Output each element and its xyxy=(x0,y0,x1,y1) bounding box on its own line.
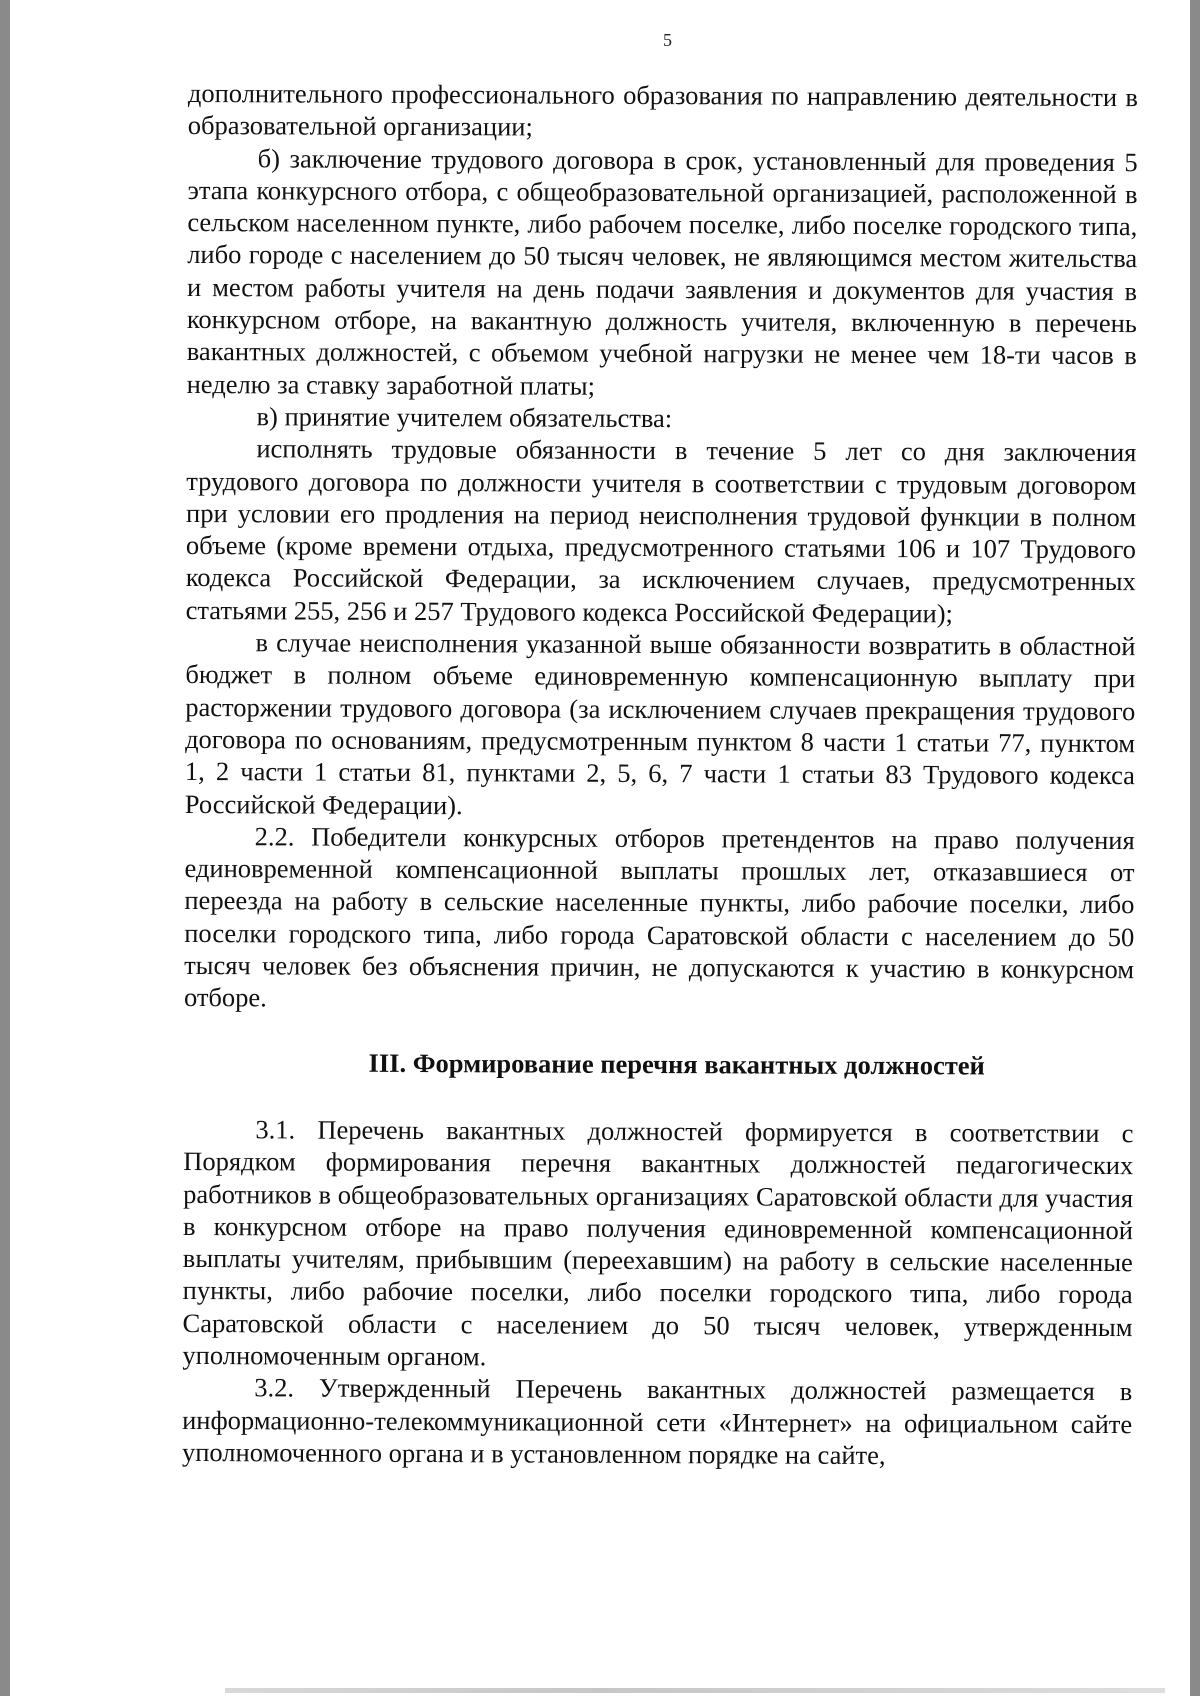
paragraph-3-1: 3.1. Перечень вакантных должностей формируется в соответствии с Порядком формирования перечня вакантных должностей педагогических работников в общеобразовательных организациях Саратовской области для участия в конкурсном отборе на право получения единовременной компенсационной выплаты учителям, прибывшим (переехавшим) на работу в сельские населенные пункты, либо рабочие поселки, либо поселки городского типа, либо города Саратовской области с населением до 50 тысяч человек, утвержденным уполномоченным органом. xyxy=(182,1114,1134,1372)
paragraph-obligation-2: в случае неисполнения указанной выше обязанности возвратить в областной бюджет в полном объеме единовременную компенсационную выплату при расторжении трудового договора (за исключением случаев прекращения трудового договора по основаниям, предусмотренным пунктом 8 части 1 статьи 77, пунктом 1, 2 части 1 статьи 81, пунктами 2, 5, 6, 7 части 1 статьи 83 Трудового кодекса Российской Федерации). xyxy=(184,627,1136,820)
page-number: 5 xyxy=(663,30,672,50)
section-heading: III. Формирование перечня вакантных должностей xyxy=(368,1047,985,1081)
paragraph-item-v: в) принятие учителем обязательства: xyxy=(256,401,673,434)
paragraph-item-b: б) заключение трудового договора в срок, установленный для проведения 5 этапа конкурсного отбора, с общеобразовательной организацией, расположенной в сельском населенном пункте, либо рабочем поселке, либо поселке городского типа, либо городе с населением до 50 тысяч человек, не являющимся местом жительства и местом работы учителя на день подачи заявления и документов для участия в конкурсном отборе, на вакантную должность учителя, включенную в перечень вакантных должностей, с объемом учебной нагрузки не менее чем 18-ти часов в неделю за ставку заработной платы; xyxy=(186,142,1138,401)
paragraph-continuation: дополнительного профессионального образования по направлению деятельности в образовательной организации; xyxy=(187,77,1138,142)
scan-left-margin xyxy=(0,0,10,1696)
scan-bottom-edge xyxy=(225,1688,1165,1693)
document-body xyxy=(182,77,1138,1472)
paragraph-obligation-1: исполнять трудовые обязанности в течение 5 лет со дня заключения трудового договора по должности учителя в соответствии с трудовым договором при условии его продления на период неисполнения трудовой функции в полном объеме (кроме времени отдыха, предусмотренного статьями 106 и 107 Трудового кодекса Российской Федерации, за исключением случаев, предусмотренных статьями 255, 256 и 257 Трудового кодекса Российской Федерации); xyxy=(185,433,1137,629)
paragraph-2-2: 2.2. Победители конкурсных отборов претендентов на право получения единовременной компенсационной выплаты прошлых лет, отказавшиеся от переезда на работу в сельские населенные пункты, либо рабочие поселки, либо поселки городского типа, либо города Саратовской области с населением до 50 тысяч человек без объяснения причин, не допускаются к участию в конкурсном отборе. xyxy=(183,821,1135,1013)
scan-right-margin xyxy=(1190,0,1200,1696)
paragraph-3-2: 3.2. Утвержденный Перечень вакантных должностей размещается в информационно-телекоммуникационной сети «Интернет» на официальном сайте уполномоченного органа и в установленном порядке на сайте, xyxy=(181,1372,1133,1470)
